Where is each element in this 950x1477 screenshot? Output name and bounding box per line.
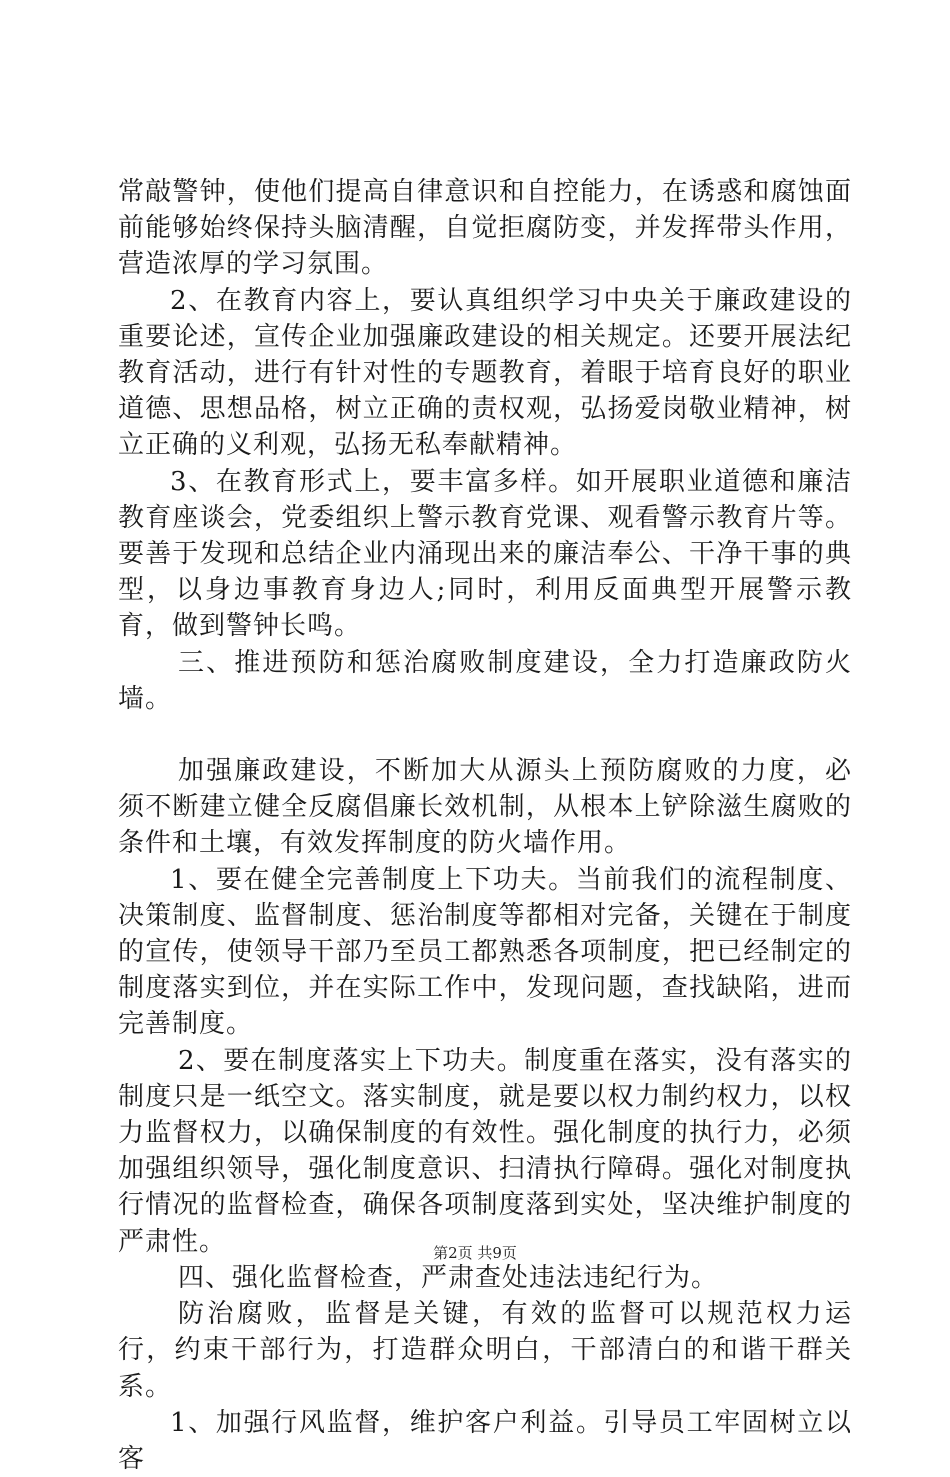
- paragraph-10: 1、加强行风监督，维护客户利益。引导员工牢固树立以客: [118, 1407, 852, 1474]
- document-body: [118, 174, 852, 1477]
- paragraph-9: 防治腐败，监督是关键，有效的监督可以规范权力运行，约束干部行为，打造群众明白，干部清白的和谐干群关系。: [118, 1299, 852, 1402]
- page-footer: 第2页 共9页: [433, 1244, 517, 1262]
- blank-line: [118, 717, 852, 753]
- section-heading-3: 三、推进预防和惩治腐败制度建设，全力打造廉政防火墙。: [118, 647, 852, 714]
- paragraph-3: 3、在教育形式上，要丰富多样。如开展职业道德和廉洁教育座谈会，党委组织上警示教育党课、观看警示教育片等。要善于发现和总结企业内涌现出来的廉洁奉公、干净干事的典型，以身边事教育身边人;同时，利用反面典型开展警示教育，做到警钟长鸣。: [118, 466, 852, 642]
- paragraph-5: 加强廉政建设，不断加大从源头上预防腐败的力度，必须不断建立健全反腐倡廉长效机制，从根本上铲除滋生腐败的条件和土壤，有效发挥制度的防火墙作用。: [118, 756, 852, 859]
- section-heading-4: 四、强化监督检查，严肃查处违法违纪行为。: [178, 1262, 719, 1293]
- paragraph-6: 1、要在健全完善制度上下功夫。当前我们的流程制度、决策制度、监督制度、惩治制度等都相对完备，关键在于制度的宣传，使领导干部乃至员工都熟悉各项制度，把已经制定的制度落实到位，并在实际工作中，发现问题，查找缺陷，进而完善制度。: [118, 864, 852, 1040]
- paragraph-7: 2、要在制度落实上下功夫。制度重在落实，没有落实的制度只是一纸空文。落实制度，就是要以权力制约权力，以权力监督权力，以确保制度的有效性。强化制度的执行力，必须加强组织领导，强化制度意识、扫清执行障碍。强化对制度执行情况的监督检查，确保各项制度落到实处，坚决维护制度的严肃性。: [118, 1045, 852, 1257]
- paragraph-1: 常敲警钟，使他们提高自律意识和自控能力，在诱惑和腐蚀面前能够始终保持头脑清醒，自觉拒腐防变，并发挥带头作用，营造浓厚的学习氛围。: [118, 177, 852, 280]
- paragraph-2: 2、在教育内容上，要认真组织学习中央关于廉政建设的重要论述，宣传企业加强廉政建设的相关规定。还要开展法纪教育活动，进行有针对性的专题教育，着眼于培育良好的职业道德、思想品格，树立正确的责权观，弘扬爱岗敬业精神，树立正确的义利观，弘扬无私奉献精神。: [118, 285, 852, 461]
